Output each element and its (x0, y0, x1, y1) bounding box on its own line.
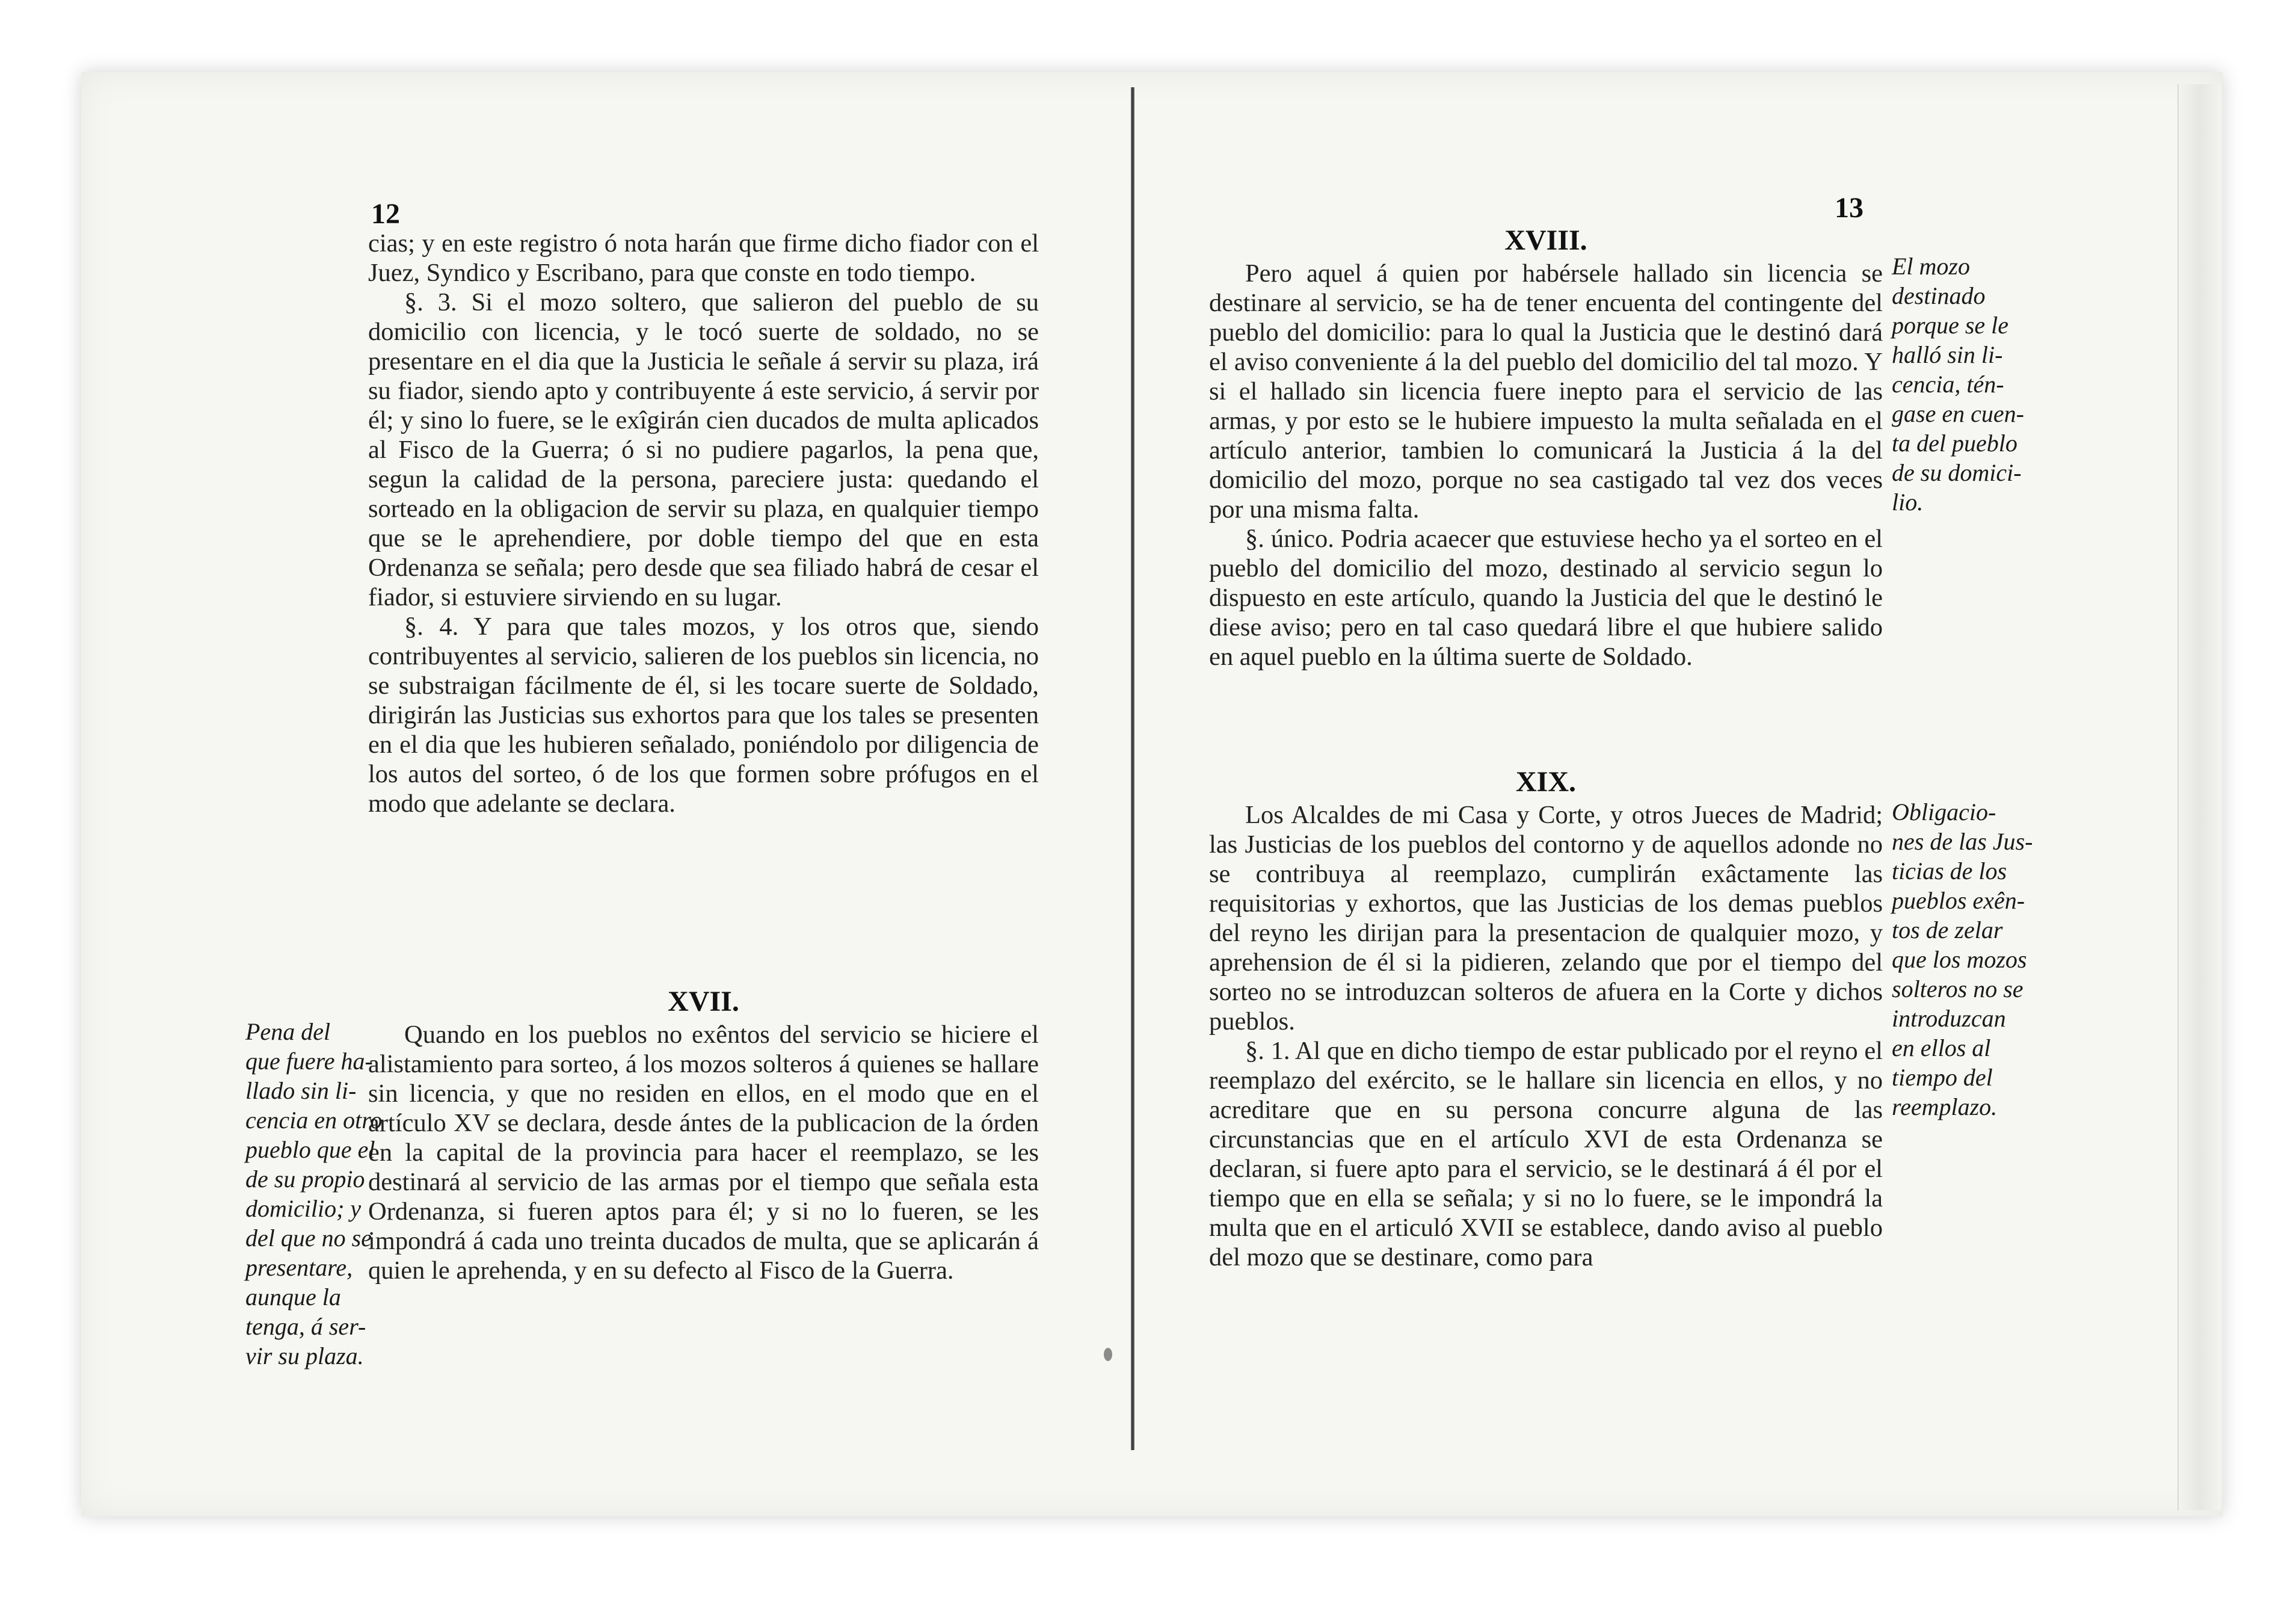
paragraph-section-4: §. 4. Y para que tales mozos, y los otros que, siendo contribuyentes al servicio, salieren de los pueblos sin licencia, no se substraigan fácilmente de él, si les tocare suerte de Soldado, dirigirán las Justicias sus exhortos para que los tales se presenten en el dia que les hubieren señalado, poniéndolo por diligencia de los autos del sorteo, ó de los que formen sobre prófugos en el modo que adelante se declara. (368, 613, 1039, 818)
marginal-line: halló sin li- (1892, 341, 2003, 368)
section-heading-xvii: XVII. (668, 986, 739, 1017)
marginal-line: destinado (1892, 282, 1986, 309)
marginal-line: cencia en otro (245, 1107, 383, 1134)
marginal-line: nes de las Jus- (1892, 828, 2033, 855)
marginal-line: llado sin li- (245, 1077, 357, 1104)
marginal-line: lio. (1892, 489, 1924, 516)
marginal-line: que los mozos (1892, 946, 2027, 973)
section-xvii (368, 984, 1039, 1285)
paragraph-section-3: §. 3. Si el mozo soltero, que salieron del pueblo de su domicilio con licencia, y le tocó suerte de soldado, no se presentare en el dia que la Justicia le señale á servir su plaza, irá su fiador, siendo apto y contribuyente á este servicio, á servir por él; y sino lo fuere, se le exîgirán cien ducados de multa aplicados al Fisco de la Guerra; ó si no pudiere pagarlos, la pena que, segun la calidad de la persona, pareciere justa: quedando el sorteado en la obligacion de servir su plaza, en qualquier tiempo que se le aprehendiere, por doble tiempo del que en esta Ordenanza se señala; pero desde que sea filiado habrá de cesar el fiador, si estuviere sirviendo en su lugar. (368, 288, 1039, 611)
marginal-line: Pena del (245, 1018, 331, 1045)
marginal-line: El mozo (1892, 253, 1970, 280)
paragraph-xvii: Quando en los pueblos no exêntos del servicio se hiciere el alistamiento para sorteo, á los mozos solteros á quienes se hallare sin licencia, y que no residen en ellos, en el modo que en el artículo XV se declara, desde ántes de la publicacion de la órden en la capital de la provincia para hacer el reemplazo, se les destinará al servicio de las armas por el tiempo que señala esta Ordenanza, si fueren aptos para él; y si no lo fueren, se les impondrá á cada uno treinta ducados de multa, que se aplicarán á quien le aprehenda, y en su defecto al Fisco de la Guerra. (368, 1020, 1039, 1285)
marginal-line: pueblo que el (245, 1136, 375, 1163)
marginal-line: domicilio; y (245, 1195, 362, 1222)
page-number-right: 13 (1835, 192, 1864, 224)
section-heading-xix: XIX. (1515, 766, 1576, 798)
marginal-line: ticias de los (1892, 857, 2007, 885)
marginal-line: ta del pueblo (1892, 430, 2017, 457)
page-edge (2178, 84, 2221, 1510)
marginal-line: del que no se (245, 1224, 372, 1252)
marginal-line: en ellos al (1892, 1034, 1991, 1061)
marginal-line: tiempo del (1892, 1064, 1993, 1091)
marginal-line: aunque la (245, 1283, 341, 1311)
marginal-line: tos de zelar (1892, 916, 2003, 943)
marginal-line: presentare, (245, 1254, 353, 1281)
ink-smudge (1104, 1348, 1112, 1361)
section-heading-xviii: XVIII. (1504, 224, 1587, 256)
page-number-left: 12 (371, 198, 400, 230)
left-upper-text (368, 229, 1039, 818)
marginal-line: que fuere ha- (245, 1048, 373, 1075)
paragraph-xviii: Pero aquel á quien por habérsele hallado sin licencia se destinare al servicio, se ha de tener encuenta del contingente del pueblo del domicilio: para lo qual la Justicia que le destinó dará el aviso conveniente á la del pueblo del domicilio del tal mozo. Y si el hallado sin licencia fuere inepto para el servicio de las armas, y por esto se le hubiere impuesto la multa señalada en el artículo anterior, tambien lo comunicará la Justicia á la del domicilio del mozo, porque no sea castigado tal vez dos veces por una misma falta. (1209, 259, 1883, 523)
section-xix (1209, 764, 1883, 1272)
marginal-line: gase en cuen- (1892, 400, 2024, 427)
marginal-line: solteros no se (1892, 975, 2024, 1002)
marginal-line: de su domici- (1892, 459, 2022, 486)
marginal-line: reemplazo. (1892, 1093, 1998, 1120)
marginal-line: vir su plaza. (245, 1342, 364, 1369)
marginal-line: introduzcan (1892, 1005, 2006, 1032)
paragraph-xix: Los Alcaldes de mi Casa y Corte, y otros Jueces de Madrid; las Justicias de los pueblos del contorno y de aquellos adonde no se contribuya al reemplazo, cumplirán exâctamente las requisitorias y exhortos, que las Justicias de los demas pueblos del reyno les dirijan para la presentacion de qualquier mozo, y aprehension de él si la pidieren, zelando que por el tiempo del sorteo no se introduzcan solteros de afuera en la Corte y dichos pueblos. (1209, 801, 1883, 1036)
marginal-note-xix (1892, 797, 2033, 1122)
paragraph-section-1: §. 1. Al que en dicho tiempo de estar publicado por el reyno el reemplazo del exército, se le hallare sin licencia en ellos, y no acreditare que en su persona concurre alguna de las circunstancias que en el artículo XVI de esta Ordenanza se declaran, si fuere apto para el servicio, se le destinará á él por el tiempo que en ella se señala; y si no lo fuere, se le impondrá la multa que en el articuló XVII se establece, dando aviso al pueblo del mozo que se destinare, como para (1209, 1037, 1883, 1271)
marginal-line: porque se le (1892, 312, 2009, 339)
marginal-line: Obligacio- (1892, 798, 1996, 826)
marginal-line: cencia, tén- (1892, 371, 2004, 398)
marginal-line: de su propio (245, 1166, 365, 1193)
section-xviii (1209, 223, 1883, 672)
marginal-line: pueblos exên- (1892, 887, 2025, 914)
paragraph-section-unico: §. único. Podria acaecer que estuviese hecho ya el sorteo en el pueblo del domicilio del mozo, destinado al servicio segun lo dispuesto en este artículo, quando la Justicia del que le destinó le diese aviso; pero en tal caso quedará libre el que hubiere salido en aquel pueblo en la última suerte de Soldado. (1209, 525, 1883, 671)
marginal-note-xvii (245, 1017, 382, 1371)
paragraph-continuation: cias; y en este registro ó nota harán que firme dicho fiador con el Juez, Syndico y Escribano, para que conste en todo tiempo. (368, 229, 1039, 287)
marginal-line: tenga, á ser- (245, 1313, 366, 1340)
marginal-note-xviii (1892, 252, 2024, 517)
book-gutter (1131, 87, 1134, 1450)
